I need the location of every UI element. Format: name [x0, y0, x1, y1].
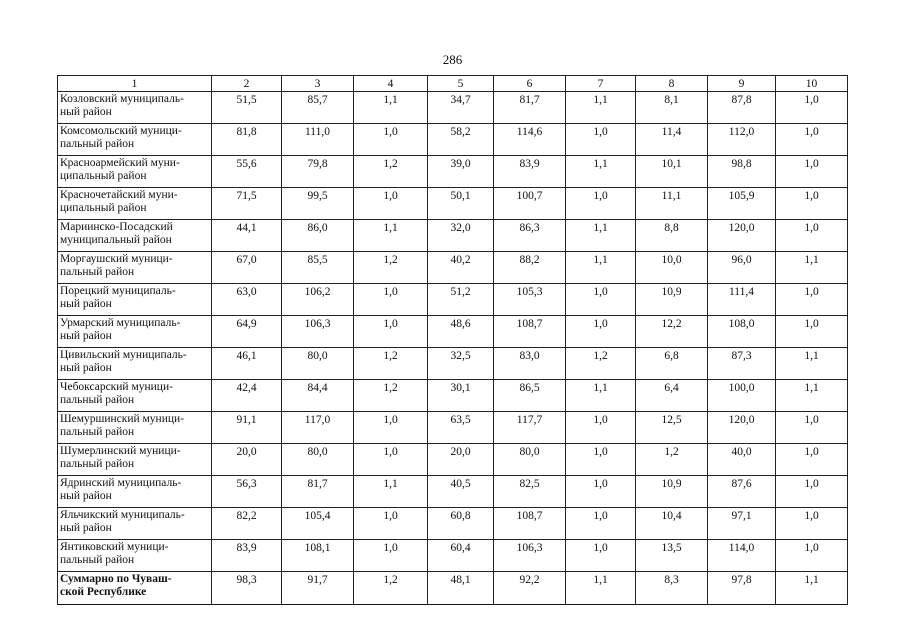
value-cell: 87,6: [708, 476, 776, 508]
total-label: Суммарно по Чуваш- ской Республике: [58, 572, 212, 605]
value-cell: 80,0: [282, 444, 354, 476]
table-row: [58, 188, 848, 220]
value-cell: 82,2: [212, 508, 282, 540]
value-cell: 91,7: [282, 572, 354, 605]
value-cell: 1,2: [354, 380, 428, 412]
district-name: Козловский муниципаль- ный район: [58, 92, 212, 124]
value-cell: 1,1: [566, 92, 636, 124]
value-cell: 1,0: [354, 124, 428, 156]
value-cell: 1,0: [776, 540, 848, 572]
value-cell: 81,8: [212, 124, 282, 156]
table-row: [58, 156, 848, 188]
header-row: [58, 76, 848, 92]
value-cell: 64,9: [212, 316, 282, 348]
value-cell: 1,0: [566, 476, 636, 508]
value-cell: 114,0: [708, 540, 776, 572]
value-cell: 30,1: [428, 380, 494, 412]
table-row: [58, 284, 848, 316]
value-cell: 1,2: [636, 444, 708, 476]
table-row: [58, 92, 848, 124]
district-name: Мариинско-Посадский муниципальный район: [58, 220, 212, 252]
value-cell: 39,0: [428, 156, 494, 188]
value-cell: 108,0: [708, 316, 776, 348]
value-cell: 34,7: [428, 92, 494, 124]
district-name: Урмарский муниципаль- ный район: [58, 316, 212, 348]
value-cell: 63,5: [428, 412, 494, 444]
column-header: 2: [212, 76, 282, 92]
value-cell: 1,1: [776, 252, 848, 284]
value-cell: 81,7: [282, 476, 354, 508]
district-name: Шумерлинский муници- пальный район: [58, 444, 212, 476]
column-header: 6: [494, 76, 566, 92]
value-cell: 1,0: [354, 284, 428, 316]
value-cell: 1,0: [354, 316, 428, 348]
value-cell: 71,5: [212, 188, 282, 220]
value-cell: 51,5: [212, 92, 282, 124]
value-cell: 84,4: [282, 380, 354, 412]
value-cell: 60,8: [428, 508, 494, 540]
value-cell: 40,0: [708, 444, 776, 476]
value-cell: 1,1: [354, 476, 428, 508]
value-cell: 86,3: [494, 220, 566, 252]
value-cell: 96,0: [708, 252, 776, 284]
value-cell: 1,1: [566, 156, 636, 188]
value-cell: 83,9: [494, 156, 566, 188]
value-cell: 81,7: [494, 92, 566, 124]
value-cell: 40,2: [428, 252, 494, 284]
value-cell: 106,3: [282, 316, 354, 348]
table-row: [58, 508, 848, 540]
value-cell: 12,5: [636, 412, 708, 444]
district-name: Ядринский муниципаль- ный район: [58, 476, 212, 508]
district-name: Чебоксарский муници- пальный район: [58, 380, 212, 412]
value-cell: 1,1: [354, 220, 428, 252]
value-cell: 48,1: [428, 572, 494, 605]
value-cell: 1,0: [354, 540, 428, 572]
value-cell: 1,1: [566, 572, 636, 605]
value-cell: 1,2: [354, 156, 428, 188]
value-cell: 6,4: [636, 380, 708, 412]
value-cell: 1,0: [776, 220, 848, 252]
district-name: Порецкий муниципаль- ный район: [58, 284, 212, 316]
value-cell: 1,2: [566, 348, 636, 380]
district-name: Янтиковский муници- пальный район: [58, 540, 212, 572]
column-header: 9: [708, 76, 776, 92]
value-cell: 1,0: [776, 284, 848, 316]
value-cell: 1,2: [354, 572, 428, 605]
value-cell: 1,0: [354, 444, 428, 476]
value-cell: 48,6: [428, 316, 494, 348]
value-cell: 60,4: [428, 540, 494, 572]
value-cell: 1,0: [566, 540, 636, 572]
value-cell: 1,0: [776, 316, 848, 348]
value-cell: 10,1: [636, 156, 708, 188]
value-cell: 1,0: [566, 444, 636, 476]
value-cell: 42,4: [212, 380, 282, 412]
value-cell: 8,8: [636, 220, 708, 252]
column-header: 1: [58, 76, 212, 92]
value-cell: 1,2: [354, 252, 428, 284]
value-cell: 1,2: [354, 348, 428, 380]
value-cell: 79,8: [282, 156, 354, 188]
page-number: 286: [442, 52, 463, 67]
value-cell: 1,1: [566, 220, 636, 252]
value-cell: 40,5: [428, 476, 494, 508]
value-cell: 120,0: [708, 412, 776, 444]
value-cell: 105,9: [708, 188, 776, 220]
value-cell: 1,0: [566, 124, 636, 156]
value-cell: 63,0: [212, 284, 282, 316]
value-cell: 11,1: [636, 188, 708, 220]
value-cell: 97,8: [708, 572, 776, 605]
value-cell: 1,0: [776, 188, 848, 220]
column-header: 10: [776, 76, 848, 92]
value-cell: 6,8: [636, 348, 708, 380]
value-cell: 100,7: [494, 188, 566, 220]
table-row: [58, 316, 848, 348]
value-cell: 50,1: [428, 188, 494, 220]
table-row: [58, 476, 848, 508]
value-cell: 92,2: [494, 572, 566, 605]
value-cell: 1,0: [354, 412, 428, 444]
value-cell: 13,5: [636, 540, 708, 572]
value-cell: 85,5: [282, 252, 354, 284]
value-cell: 8,1: [636, 92, 708, 124]
value-cell: 117,0: [282, 412, 354, 444]
column-header: 4: [354, 76, 428, 92]
district-name: Моргаушский муници- пальный район: [58, 252, 212, 284]
value-cell: 83,9: [212, 540, 282, 572]
value-cell: 91,1: [212, 412, 282, 444]
value-cell: 1,0: [776, 92, 848, 124]
value-cell: 1,0: [566, 316, 636, 348]
district-name: Комсомольский муници- пальный район: [58, 124, 212, 156]
value-cell: 1,0: [776, 508, 848, 540]
value-cell: 111,4: [708, 284, 776, 316]
total-row: [58, 572, 848, 605]
value-cell: 10,0: [636, 252, 708, 284]
table-row: [58, 412, 848, 444]
value-cell: 106,2: [282, 284, 354, 316]
value-cell: 112,0: [708, 124, 776, 156]
value-cell: 1,0: [776, 444, 848, 476]
value-cell: 51,2: [428, 284, 494, 316]
value-cell: 1,0: [354, 508, 428, 540]
value-cell: 87,8: [708, 92, 776, 124]
value-cell: 56,3: [212, 476, 282, 508]
value-cell: 10,9: [636, 284, 708, 316]
table-row: [58, 540, 848, 572]
column-header: 3: [282, 76, 354, 92]
value-cell: 108,1: [282, 540, 354, 572]
value-cell: 10,4: [636, 508, 708, 540]
value-cell: 32,5: [428, 348, 494, 380]
table-row: [58, 124, 848, 156]
value-cell: 80,0: [494, 444, 566, 476]
value-cell: 58,2: [428, 124, 494, 156]
table-body: [58, 92, 848, 605]
value-cell: 12,2: [636, 316, 708, 348]
value-cell: 1,0: [776, 476, 848, 508]
value-cell: 108,7: [494, 316, 566, 348]
value-cell: 98,3: [212, 572, 282, 605]
table-row: [58, 220, 848, 252]
value-cell: 1,1: [566, 380, 636, 412]
column-header: 8: [636, 76, 708, 92]
value-cell: 1,0: [566, 508, 636, 540]
value-cell: 20,0: [212, 444, 282, 476]
district-name: Яльчикский муниципаль- ный район: [58, 508, 212, 540]
table-row: [58, 348, 848, 380]
column-header: 7: [566, 76, 636, 92]
table-row: [58, 444, 848, 476]
district-name: Красноармейский муни- ципальный район: [58, 156, 212, 188]
value-cell: 100,0: [708, 380, 776, 412]
value-cell: 1,1: [776, 572, 848, 605]
value-cell: 106,3: [494, 540, 566, 572]
value-cell: 86,0: [282, 220, 354, 252]
value-cell: 105,3: [494, 284, 566, 316]
value-cell: 98,8: [708, 156, 776, 188]
value-cell: 97,1: [708, 508, 776, 540]
value-cell: 1,1: [354, 92, 428, 124]
value-cell: 83,0: [494, 348, 566, 380]
value-cell: 82,5: [494, 476, 566, 508]
value-cell: 117,7: [494, 412, 566, 444]
data-table: [57, 75, 848, 605]
value-cell: 1,0: [566, 284, 636, 316]
value-cell: 1,0: [776, 124, 848, 156]
value-cell: 67,0: [212, 252, 282, 284]
value-cell: 1,0: [566, 412, 636, 444]
table-row: [58, 252, 848, 284]
value-cell: 46,1: [212, 348, 282, 380]
value-cell: 1,0: [776, 156, 848, 188]
value-cell: 108,7: [494, 508, 566, 540]
column-header: 5: [428, 76, 494, 92]
value-cell: 10,9: [636, 476, 708, 508]
value-cell: 44,1: [212, 220, 282, 252]
table-row: [58, 380, 848, 412]
value-cell: 111,0: [282, 124, 354, 156]
value-cell: 99,5: [282, 188, 354, 220]
value-cell: 120,0: [708, 220, 776, 252]
district-name: Красночетайский муни- ципальный район: [58, 188, 212, 220]
value-cell: 86,5: [494, 380, 566, 412]
value-cell: 20,0: [428, 444, 494, 476]
value-cell: 55,6: [212, 156, 282, 188]
value-cell: 8,3: [636, 572, 708, 605]
value-cell: 114,6: [494, 124, 566, 156]
value-cell: 1,1: [566, 252, 636, 284]
value-cell: 88,2: [494, 252, 566, 284]
district-name: Цивильский муниципаль- ный район: [58, 348, 212, 380]
value-cell: 1,0: [354, 188, 428, 220]
value-cell: 11,4: [636, 124, 708, 156]
value-cell: 105,4: [282, 508, 354, 540]
value-cell: 1,1: [776, 348, 848, 380]
value-cell: 32,0: [428, 220, 494, 252]
value-cell: 1,0: [776, 412, 848, 444]
value-cell: 87,3: [708, 348, 776, 380]
value-cell: 1,0: [566, 188, 636, 220]
value-cell: 1,1: [776, 380, 848, 412]
value-cell: 85,7: [282, 92, 354, 124]
district-name: Шемуршинский муници- пальный район: [58, 412, 212, 444]
value-cell: 80,0: [282, 348, 354, 380]
